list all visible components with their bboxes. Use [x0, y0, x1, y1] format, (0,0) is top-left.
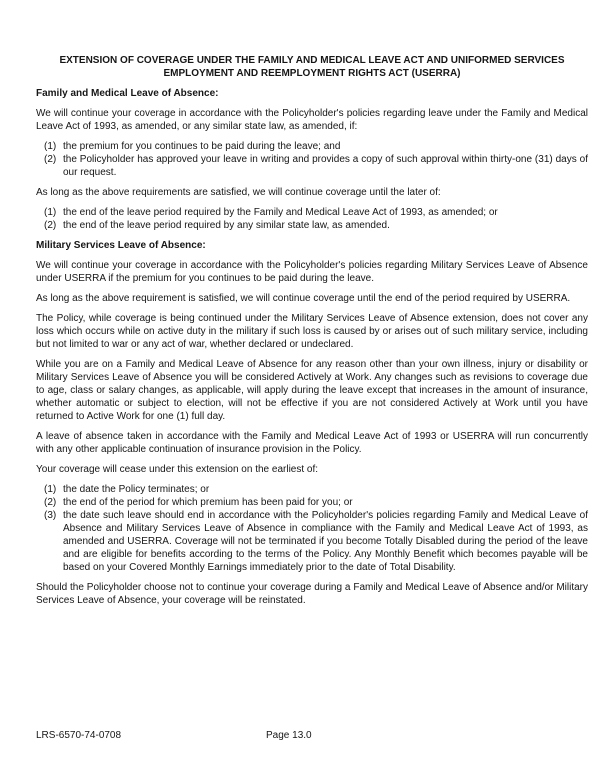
paragraph-fmla-intro: We will continue your coverage in accordance with the Policyholder's policies regarding leave under the Family and Medical Leave Act of 1993, as amended, or any similar state law, as amended, if: [36, 108, 588, 132]
list-item [44, 496, 588, 509]
list-item-text: the end of the leave period required by the Family and Medical Leave Act of 1993, as amended; or [63, 207, 498, 218]
paragraph-reinstate: Should the Policyholder choose not to continue your coverage during a Family and Medical Leave of Absence and/or Military Services Leave of Absence, your coverage will be reinstated. [36, 582, 588, 606]
list-item-number: (1) [44, 207, 57, 218]
footer-form-number: LRS-6570-74-0708 [36, 730, 122, 741]
list-item [44, 483, 588, 496]
fmla-conditions-list [44, 140, 588, 179]
list-item [44, 206, 588, 219]
list-item-number: (1) [44, 141, 57, 152]
section-heading-military: Military Services Leave of Absence: [36, 240, 206, 251]
list-item-number: (2) [44, 154, 57, 165]
paragraph-concurrent: A leave of absence taken in accordance with the Family and Medical Leave Act of 1993 or USERRA will run concurrently with any other applicable continuation of insurance provision in the Policy. [36, 431, 588, 455]
document-title-line-2: EMPLOYMENT AND REEMPLOYMENT RIGHTS ACT (USERRA) [163, 68, 461, 79]
list-item-number: (3) [44, 510, 57, 521]
fmla-until-list [44, 206, 588, 232]
document-content [36, 54, 588, 607]
list-item-number: (2) [44, 220, 57, 231]
document-title [36, 54, 588, 80]
paragraph-actively-at-work: While you are on a Family and Medical Leave of Absence for any reason other than your own illness, injury or disability or Military Services Leave of Absence you will be considered Actively at Work. Any changes such as revisions to coverage due to age, class or salary changes, as applicable, will apply during the leave except that increases in the amount of insurance, whether automatic or subject to election, will not be effective if you are not considered Actively at Work until you have returned to Active Work for one (1) full day. [36, 359, 588, 422]
paragraph-military-intro: We will continue your coverage in accordance with the Policyholder's policies regarding Military Services Leave of Absence under USERRA if the premium for you continues to be paid during the leave. [36, 260, 588, 284]
list-item [44, 153, 588, 179]
list-item [44, 140, 588, 153]
cease-list [44, 483, 588, 574]
paragraph-military-exclusion: The Policy, while coverage is being continued under the Military Services Leave of Absence extension, does not cover any loss which occurs while on active duty in the military if such loss is caused by or arises out of such military service, including but not limited to war or any act of war, whether declared or undeclared. [36, 313, 588, 350]
list-item-text: the end of the leave period required by any similar state law, as amended. [63, 220, 390, 231]
list-item-text: the premium for you continues to be paid during the leave; and [63, 141, 341, 152]
footer-page-number: Page 13.0 [266, 730, 312, 741]
list-item-text: the Policyholder has approved your leave in writing and provides a copy of such approval within thirty-one (31) days of our request. [63, 154, 588, 178]
paragraph-fmla-until: As long as the above requirements are satisfied, we will continue coverage until the later of: [36, 187, 441, 198]
list-item-number: (2) [44, 497, 57, 508]
list-item-text: the end of the period for which premium has been paid for you; or [63, 497, 353, 508]
paragraph-military-requirement: As long as the above requirement is satisfied, we will continue coverage until the end of the period required by USERRA. [36, 293, 571, 304]
paragraph-cease-intro: Your coverage will cease under this extension on the earliest of: [36, 464, 319, 475]
list-item [44, 509, 588, 574]
list-item-text: the date the Policy terminates; or [63, 484, 210, 495]
list-item-text: the date such leave should end in accordance with the Policyholder's policies regarding Family and Medical Leave of Absence and Military Services Leave of Absence in compliance with the Family and Medical Leave Act of 1993, as amended and USERRA. Coverage will not be terminated if you become Totally Disabled during the period of the leave and are eligible for benefits according to the terms of the Policy. Any Monthly Benefit which becomes payable will be based on your Covered Monthly Earnings immediately prior to the date of Total Disability. [63, 510, 588, 573]
list-item [44, 219, 588, 232]
section-heading-fmla: Family and Medical Leave of Absence: [36, 88, 219, 99]
document-title-line-1: EXTENSION OF COVERAGE UNDER THE FAMILY AND MEDICAL LEAVE ACT AND UNIFORMED SERVICES [59, 55, 565, 66]
list-item-number: (1) [44, 484, 57, 495]
